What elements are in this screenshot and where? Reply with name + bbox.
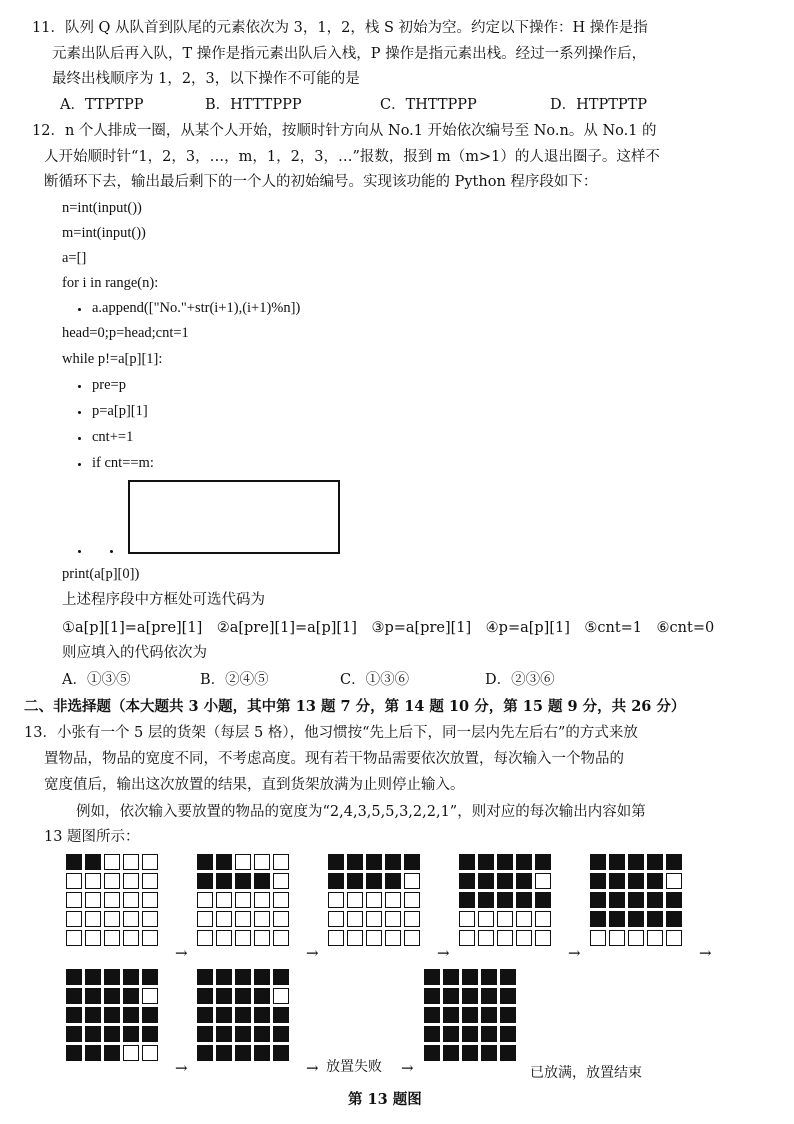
shelf-cell-empty xyxy=(123,854,139,870)
shelf-grid-8 xyxy=(424,969,516,1061)
shelf-cell-filled xyxy=(462,1007,478,1023)
shelf-grid-4 xyxy=(459,854,551,946)
shelf-cell-filled xyxy=(628,911,644,927)
shelf-cell-filled xyxy=(142,969,158,985)
shelf-cell-empty xyxy=(142,892,158,908)
shelf-cell-filled xyxy=(404,854,420,870)
shelf-cell-empty xyxy=(254,892,270,908)
arrow-icon: → xyxy=(699,944,712,962)
q12-fill-prompt: 则应填入的代码依次为 xyxy=(62,645,207,661)
shelf-cell-empty xyxy=(516,911,532,927)
shelf-cell-filled xyxy=(443,969,459,985)
shelf-cell-empty xyxy=(647,930,663,946)
shelf-cell-filled xyxy=(424,988,440,1004)
arrow-icon: → xyxy=(568,944,581,962)
shelf-cell-filled xyxy=(590,873,606,889)
q11-stem-line3: 最终出栈顺序为 1，2，3，以下操作不可能的是 xyxy=(52,71,360,87)
shelf-cell-filled xyxy=(443,1045,459,1061)
shelf-cell-filled xyxy=(104,988,120,1004)
q11-stem-line1: 11．队列 Q 从队首到队尾的元素依次为 3，1，2，栈 S 初始为空。约定以下操作：H 操作是指 xyxy=(32,20,648,36)
shelf-cell-filled xyxy=(273,1045,289,1061)
q11-option-b: B．HTTTPPP xyxy=(205,97,302,113)
shelf-cell-filled xyxy=(535,854,551,870)
shelf-cell-filled xyxy=(609,911,625,927)
shelf-cell-empty xyxy=(404,892,420,908)
shelf-cell-empty xyxy=(216,892,232,908)
shelf-cell-filled xyxy=(443,1026,459,1042)
q12-prompt: 上述程序段中方框处可选代码为 xyxy=(62,592,265,608)
shelf-cell-filled xyxy=(66,1007,82,1023)
shelf-cell-filled xyxy=(609,873,625,889)
shelf-cell-filled xyxy=(104,1007,120,1023)
shelf-cell-empty xyxy=(366,911,382,927)
indent-dot xyxy=(110,550,113,553)
shelf-cell-filled xyxy=(443,1007,459,1023)
shelf-cell-empty xyxy=(142,988,158,1004)
shelf-cell-filled xyxy=(197,1045,213,1061)
q11-option-a: A．TTPTPP xyxy=(60,97,144,113)
shelf-cell-filled xyxy=(497,873,513,889)
shelf-cell-empty xyxy=(590,930,606,946)
shelf-cell-empty xyxy=(404,873,420,889)
shelf-cell-filled xyxy=(609,892,625,908)
shelf-cell-filled xyxy=(462,969,478,985)
shelf-cell-empty xyxy=(216,911,232,927)
code-line: if cnt==m: xyxy=(92,455,154,471)
shelf-cell-filled xyxy=(273,1026,289,1042)
code-line: a=[] xyxy=(62,250,87,266)
shelf-cell-filled xyxy=(481,1007,497,1023)
shelf-cell-filled xyxy=(497,892,513,908)
shelf-cell-filled xyxy=(273,1007,289,1023)
shelf-cell-filled xyxy=(104,1045,120,1061)
shelf-cell-filled xyxy=(385,854,401,870)
shelf-cell-empty xyxy=(478,930,494,946)
shelf-cell-empty xyxy=(347,930,363,946)
q12-choices: ①a[p][1]=a[pre][1] ②a[pre][1]=a[p][1] ③p=a[pre][1] ④p=a[p][1] ⑤cnt=1 ⑥cnt=0 xyxy=(62,620,715,636)
shelf-cell-filled xyxy=(123,1026,139,1042)
shelf-cell-empty xyxy=(535,930,551,946)
shelf-cell-empty xyxy=(273,911,289,927)
shelf-cell-empty xyxy=(85,911,101,927)
fail-label: 放置失败 xyxy=(326,1059,382,1075)
indent-dot xyxy=(78,308,81,311)
shelf-cell-filled xyxy=(516,854,532,870)
shelf-grid-1 xyxy=(66,854,158,946)
shelf-cell-empty xyxy=(666,873,682,889)
shelf-cell-empty xyxy=(366,892,382,908)
code-line: print(a[p][0]) xyxy=(62,566,140,582)
shelf-cell-filled xyxy=(666,854,682,870)
shelf-cell-filled xyxy=(478,892,494,908)
shelf-cell-filled xyxy=(328,873,344,889)
shelf-cell-empty xyxy=(328,911,344,927)
shelf-cell-filled xyxy=(590,854,606,870)
shelf-cell-empty xyxy=(85,873,101,889)
shelf-cell-filled xyxy=(647,873,663,889)
shelf-cell-empty xyxy=(328,892,344,908)
q11-stem-line2: 元素出队后再入队，T 操作是指元素出队后入栈，P 操作是指元素出栈。经过一系列操作后， xyxy=(52,46,647,62)
shelf-cell-filled xyxy=(216,873,232,889)
shelf-cell-empty xyxy=(142,911,158,927)
shelf-cell-filled xyxy=(104,969,120,985)
shelf-cell-empty xyxy=(385,892,401,908)
shelf-cell-empty xyxy=(366,930,382,946)
q12-option-a: A．①③⑤ xyxy=(62,672,131,688)
shelf-cell-filled xyxy=(666,892,682,908)
shelf-cell-filled xyxy=(104,1026,120,1042)
shelf-cell-empty xyxy=(235,911,251,927)
shelf-cell-filled xyxy=(85,1007,101,1023)
q13-stem-line1: 13．小张有一个 5 层的货架（每层 5 格），他习惯按“先上后下，同一层内先左后右”的方式来放 xyxy=(24,725,638,741)
shelf-cell-filled xyxy=(424,1045,440,1061)
shelf-cell-empty xyxy=(254,911,270,927)
shelf-cell-filled xyxy=(628,873,644,889)
shelf-cell-filled xyxy=(216,854,232,870)
shelf-cell-filled xyxy=(481,1045,497,1061)
shelf-cell-filled xyxy=(590,911,606,927)
shelf-cell-empty xyxy=(104,873,120,889)
shelf-cell-empty xyxy=(516,930,532,946)
arrow-icon: → xyxy=(306,1059,319,1077)
shelf-cell-filled xyxy=(481,969,497,985)
shelf-cell-empty xyxy=(142,930,158,946)
shelf-cell-filled xyxy=(85,1026,101,1042)
shelf-cell-filled xyxy=(459,854,475,870)
shelf-cell-empty xyxy=(123,930,139,946)
shelf-cell-filled xyxy=(273,969,289,985)
shelf-cell-empty xyxy=(254,854,270,870)
q12-option-d: D．②③⑥ xyxy=(485,672,555,688)
shelf-cell-filled xyxy=(500,969,516,985)
q13-stem-line4: 例如，依次输入要放置的物品的宽度为“2,4,3,5,5,3,2,2,1”，则对应的每次输出内容如第 xyxy=(76,804,646,820)
shelf-cell-empty xyxy=(666,930,682,946)
shelf-cell-filled xyxy=(254,1007,270,1023)
q11-option-d: D．HTPTPTP xyxy=(550,97,648,113)
shelf-cell-filled xyxy=(459,892,475,908)
shelf-cell-filled xyxy=(85,1045,101,1061)
code-line: while p!=a[p][1]: xyxy=(62,351,163,367)
shelf-cell-filled xyxy=(66,988,82,1004)
shelf-cell-empty xyxy=(216,930,232,946)
shelf-cell-empty xyxy=(66,873,82,889)
shelf-cell-filled xyxy=(197,969,213,985)
code-line: m=int(input()) xyxy=(62,225,146,241)
arrow-icon: → xyxy=(401,1059,414,1077)
shelf-cell-empty xyxy=(478,911,494,927)
arrow-icon: → xyxy=(437,944,450,962)
shelf-cell-filled xyxy=(385,873,401,889)
shelf-cell-filled xyxy=(590,892,606,908)
shelf-cell-empty xyxy=(385,911,401,927)
code-line: for i in range(n): xyxy=(62,275,159,291)
shelf-cell-filled xyxy=(424,1007,440,1023)
indent-dot xyxy=(78,385,81,388)
indent-dot xyxy=(78,463,81,466)
shelf-cell-filled xyxy=(459,873,475,889)
shelf-grid-5 xyxy=(590,854,682,946)
code-line: a.append(["No."+str(i+1),(i+1)%n]) xyxy=(92,300,301,316)
q13-stem-line3: 宽度值后，输出这次放置的结果，直到货架放满为止则停止输入。 xyxy=(44,777,465,793)
shelf-cell-filled xyxy=(235,873,251,889)
shelf-cell-filled xyxy=(216,969,232,985)
shelf-cell-filled xyxy=(647,892,663,908)
answer-blank-box xyxy=(128,480,340,554)
shelf-cell-filled xyxy=(516,873,532,889)
shelf-cell-filled xyxy=(85,969,101,985)
shelf-cell-filled xyxy=(254,969,270,985)
shelf-cell-filled xyxy=(478,873,494,889)
shelf-cell-empty xyxy=(347,892,363,908)
shelf-cell-filled xyxy=(628,892,644,908)
q12-option-c: C．①③⑥ xyxy=(340,672,410,688)
shelf-cell-empty xyxy=(66,911,82,927)
shelf-cell-filled xyxy=(366,854,382,870)
shelf-cell-empty xyxy=(123,892,139,908)
shelf-cell-filled xyxy=(443,988,459,1004)
shelf-cell-empty xyxy=(197,930,213,946)
shelf-cell-empty xyxy=(104,854,120,870)
arrow-icon: → xyxy=(306,944,319,962)
arrow-icon: → xyxy=(175,944,188,962)
shelf-cell-filled xyxy=(647,911,663,927)
shelf-cell-filled xyxy=(235,1045,251,1061)
shelf-cell-filled xyxy=(197,854,213,870)
shelf-cell-empty xyxy=(497,911,513,927)
shelf-cell-filled xyxy=(85,988,101,1004)
code-line: head=0;p=head;cnt=1 xyxy=(62,325,189,341)
shelf-cell-empty xyxy=(459,911,475,927)
shelf-cell-filled xyxy=(235,1026,251,1042)
shelf-cell-empty xyxy=(273,873,289,889)
shelf-cell-empty xyxy=(104,930,120,946)
shelf-cell-empty xyxy=(197,911,213,927)
shelf-cell-filled xyxy=(328,854,344,870)
indent-dot xyxy=(78,550,81,553)
indent-dot xyxy=(78,411,81,414)
shelf-cell-filled xyxy=(254,1045,270,1061)
shelf-grid-2 xyxy=(197,854,289,946)
shelf-cell-filled xyxy=(500,1026,516,1042)
shelf-cell-empty xyxy=(628,930,644,946)
shelf-cell-empty xyxy=(273,930,289,946)
shelf-cell-empty xyxy=(123,911,139,927)
shelf-cell-filled xyxy=(481,1026,497,1042)
shelf-cell-empty xyxy=(235,854,251,870)
shelf-cell-filled xyxy=(254,873,270,889)
shelf-cell-empty xyxy=(66,892,82,908)
shelf-cell-filled xyxy=(197,873,213,889)
shelf-cell-filled xyxy=(235,988,251,1004)
shelf-cell-filled xyxy=(85,854,101,870)
shelf-cell-empty xyxy=(142,873,158,889)
shelf-cell-filled xyxy=(235,969,251,985)
shelf-cell-filled xyxy=(481,988,497,1004)
shelf-cell-filled xyxy=(66,1026,82,1042)
shelf-cell-filled xyxy=(609,854,625,870)
shelf-cell-filled xyxy=(197,1007,213,1023)
shelf-cell-filled xyxy=(142,1007,158,1023)
q12-stem-line3: 断循环下去，输出最后剩下的一个人的初始编号。实现该功能的 Python 程序段如下： xyxy=(44,174,598,190)
shelf-cell-filled xyxy=(235,1007,251,1023)
q13-stem-line2: 置物品，物品的宽度不同，不考虑高度。现有若干物品需要依次放置，每次输入一个物品的 xyxy=(44,751,624,767)
shelf-cell-filled xyxy=(254,988,270,1004)
shelf-cell-filled xyxy=(500,1007,516,1023)
shelf-cell-empty xyxy=(104,911,120,927)
full-label: 已放满，放置结束 xyxy=(530,1065,642,1081)
shelf-cell-empty xyxy=(273,892,289,908)
shelf-cell-filled xyxy=(123,969,139,985)
q11-option-c: C．THTTPPP xyxy=(380,97,477,113)
shelf-cell-filled xyxy=(462,1026,478,1042)
code-line: pre=p xyxy=(92,377,126,393)
code-line: p=a[p][1] xyxy=(92,403,148,419)
shelf-cell-filled xyxy=(123,988,139,1004)
shelf-cell-empty xyxy=(273,854,289,870)
shelf-grid-6 xyxy=(66,969,158,1061)
shelf-cell-empty xyxy=(142,854,158,870)
shelf-cell-filled xyxy=(197,1026,213,1042)
shelf-cell-empty xyxy=(197,892,213,908)
code-line: cnt+=1 xyxy=(92,429,134,445)
shelf-cell-filled xyxy=(66,1045,82,1061)
shelf-cell-empty xyxy=(459,930,475,946)
shelf-cell-empty xyxy=(347,911,363,927)
shelf-cell-filled xyxy=(497,854,513,870)
shelf-cell-empty xyxy=(66,930,82,946)
shelf-cell-filled xyxy=(216,1045,232,1061)
shelf-cell-empty xyxy=(535,911,551,927)
shelf-cell-empty xyxy=(254,930,270,946)
shelf-cell-filled xyxy=(478,854,494,870)
shelf-cell-filled xyxy=(347,873,363,889)
shelf-cell-empty xyxy=(609,930,625,946)
shelf-cell-filled xyxy=(66,969,82,985)
shelf-cell-filled xyxy=(254,1026,270,1042)
q13-stem-line5: 13 题图所示： xyxy=(44,829,140,845)
q12-stem-line2: 人开始顺时针“1，2，3，…，m，1，2，3，…”报数，报到 m（m>1）的人退出圈子。这样不 xyxy=(44,149,660,165)
shelf-cell-filled xyxy=(666,911,682,927)
shelf-cell-filled xyxy=(347,854,363,870)
shelf-cell-filled xyxy=(424,969,440,985)
shelf-cell-filled xyxy=(424,1026,440,1042)
q12-stem-line1: 12．n 个人排成一圈，从某个人开始，按顺时针方向从 No.1 开始依次编号至 No.n。从 No.1 的 xyxy=(32,123,657,139)
shelf-cell-filled xyxy=(535,892,551,908)
shelf-cell-empty xyxy=(85,892,101,908)
shelf-cell-empty xyxy=(385,930,401,946)
shelf-cell-filled xyxy=(197,988,213,1004)
shelf-grid-3 xyxy=(328,854,420,946)
shelf-cell-filled xyxy=(216,1007,232,1023)
shelf-cell-filled xyxy=(628,854,644,870)
indent-dot xyxy=(78,437,81,440)
shelf-cell-empty xyxy=(104,892,120,908)
shelf-cell-filled xyxy=(500,1045,516,1061)
shelf-cell-filled xyxy=(500,988,516,1004)
shelf-cell-filled xyxy=(462,988,478,1004)
q12-option-b: B．②④⑤ xyxy=(200,672,269,688)
section-2-heading: 二、非选择题（本大题共 3 小题，其中第 13 题 7 分，第 14 题 10 分，第 15 题 9 分，共 26 分） xyxy=(24,698,686,715)
shelf-cell-empty xyxy=(123,1045,139,1061)
arrow-icon: → xyxy=(175,1059,188,1077)
shelf-cell-empty xyxy=(235,892,251,908)
shelf-cell-filled xyxy=(647,854,663,870)
shelf-cell-empty xyxy=(142,1045,158,1061)
shelf-cell-empty xyxy=(235,930,251,946)
shelf-cell-filled xyxy=(66,854,82,870)
shelf-cell-empty xyxy=(273,988,289,1004)
shelf-cell-filled xyxy=(123,1007,139,1023)
shelf-cell-filled xyxy=(516,892,532,908)
shelf-cell-filled xyxy=(216,988,232,1004)
shelf-grid-7 xyxy=(197,969,289,1061)
shelf-cell-filled xyxy=(366,873,382,889)
shelf-cell-filled xyxy=(462,1045,478,1061)
shelf-cell-empty xyxy=(535,873,551,889)
shelf-cell-filled xyxy=(216,1026,232,1042)
shelf-cell-empty xyxy=(404,911,420,927)
shelf-cell-empty xyxy=(328,930,344,946)
code-line: n=int(input()) xyxy=(62,200,142,216)
shelf-cell-empty xyxy=(123,873,139,889)
shelf-cell-empty xyxy=(497,930,513,946)
shelf-cell-empty xyxy=(404,930,420,946)
shelf-cell-empty xyxy=(85,930,101,946)
figure-caption: 第 13 题图 xyxy=(348,1091,422,1108)
shelf-cell-filled xyxy=(142,1026,158,1042)
